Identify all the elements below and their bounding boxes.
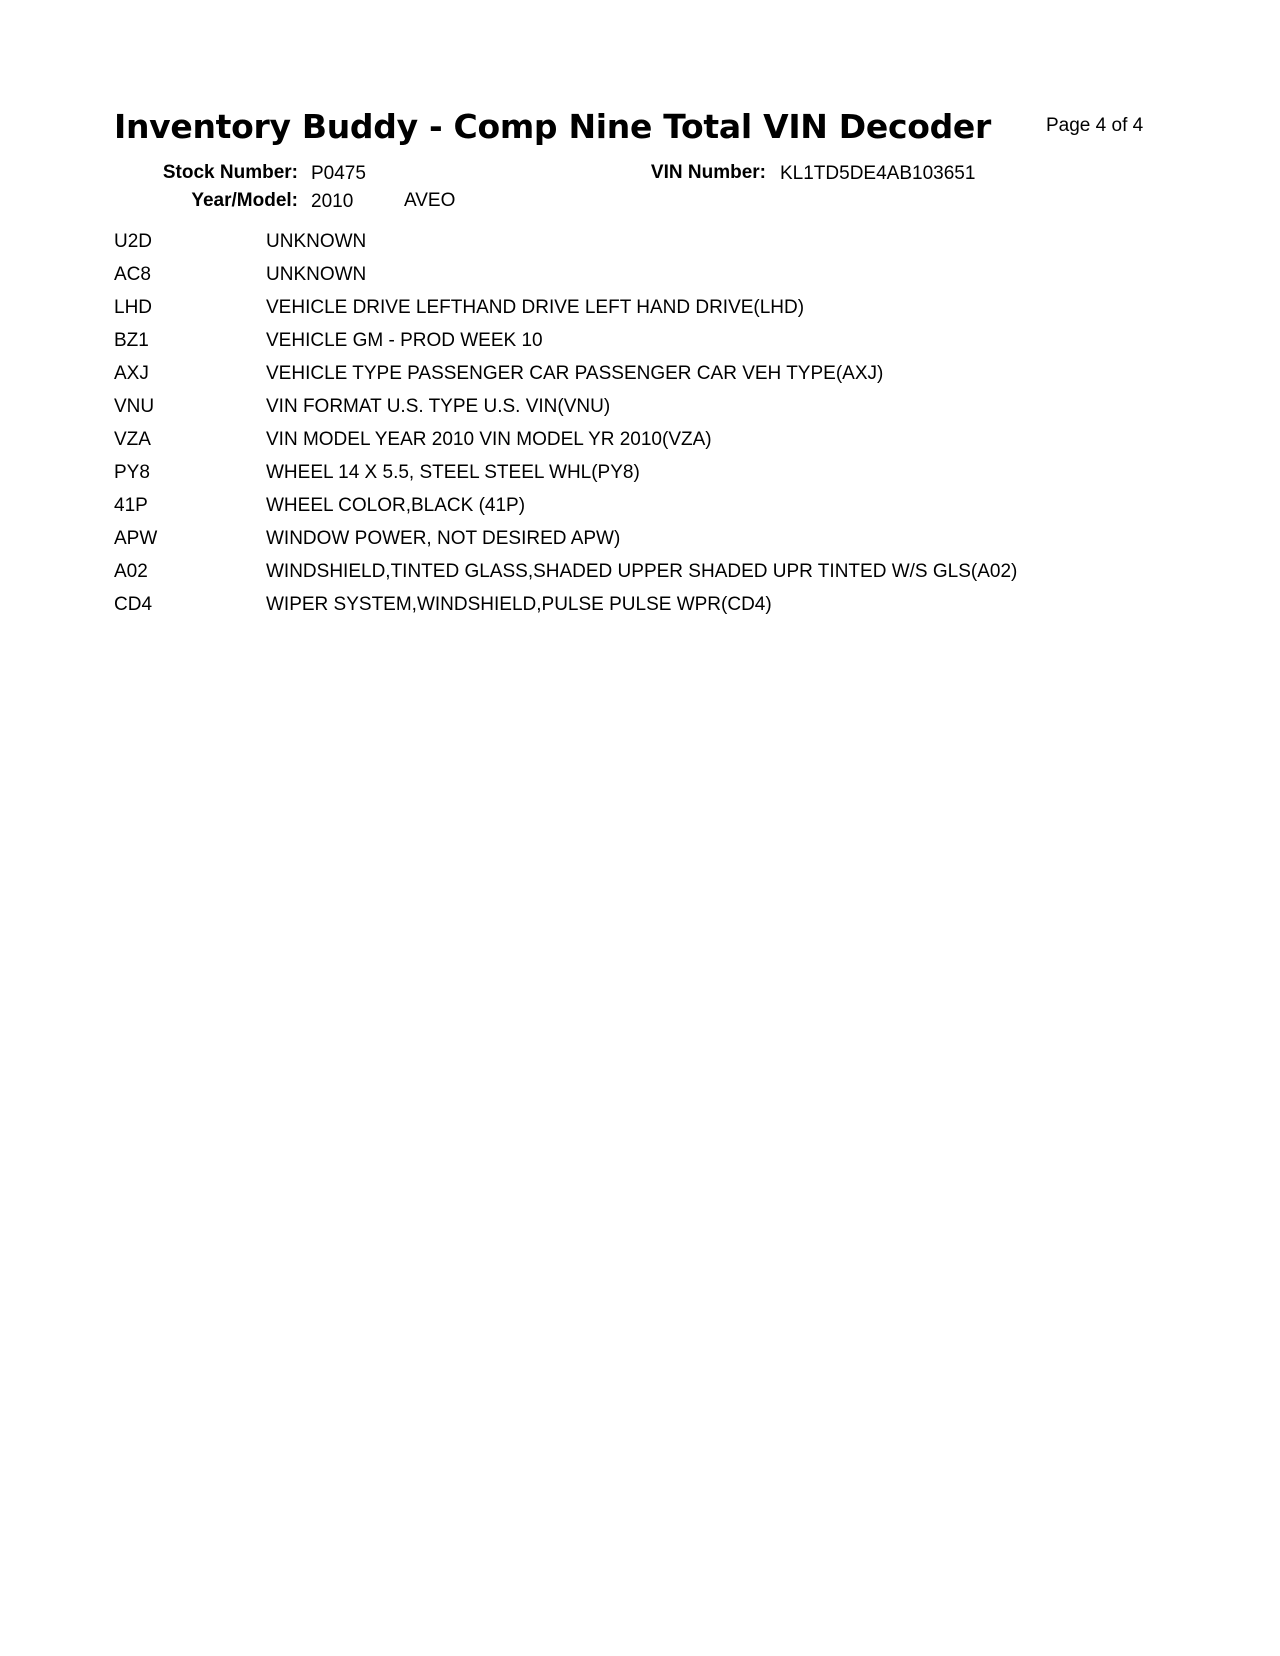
option-description: VEHICLE DRIVE LEFTHAND DRIVE LEFT HAND DRIVE(LHD) (266, 297, 805, 318)
option-description: WINDSHIELD,TINTED GLASS,SHADED UPPER SHADED UPR TINTED W/S GLS(A02) (266, 561, 1018, 582)
option-code: BZ1 (114, 330, 149, 351)
option-row (114, 396, 1194, 429)
option-code: AC8 (114, 264, 151, 285)
year-model-label: Year/Model: (191, 190, 298, 211)
option-code: U2D (114, 231, 153, 252)
option-row (114, 561, 1194, 594)
page-title: Inventory Buddy - Comp Nine Total VIN Decoder (114, 107, 991, 146)
option-row (114, 231, 1194, 264)
option-description: UNKNOWN (266, 231, 367, 252)
stock-number-label: Stock Number: (162, 162, 298, 183)
option-row (114, 495, 1194, 528)
vin-number-label: VIN Number: (650, 162, 766, 183)
page-number: Page 4 of 4 (1046, 115, 1144, 136)
option-description: WIPER SYSTEM,WINDSHIELD,PULSE PULSE WPR(CD4) (266, 594, 772, 615)
option-code: LHD (114, 297, 153, 318)
year-value: 2010 (311, 191, 354, 212)
option-description: VEHICLE TYPE PASSENGER CAR PASSENGER CAR VEH TYPE(AXJ) (266, 363, 884, 384)
option-description: VIN FORMAT U.S. TYPE U.S. VIN(VNU) (266, 396, 611, 417)
option-code: VNU (114, 396, 155, 417)
option-code: CD4 (114, 594, 153, 615)
option-description: WHEEL 14 X 5.5, STEEL STEEL WHL(PY8) (266, 462, 640, 483)
stock-number-value: P0475 (311, 163, 366, 184)
option-code: A02 (114, 561, 148, 582)
option-code: VZA (114, 429, 151, 450)
option-row (114, 297, 1194, 330)
option-row (114, 528, 1194, 561)
vin-number-value: KL1TD5DE4AB103651 (780, 163, 976, 184)
option-code: AXJ (114, 363, 149, 384)
model-value: AVEO (404, 190, 456, 211)
option-description: WHEEL COLOR,BLACK (41P) (266, 495, 526, 516)
option-row (114, 264, 1194, 297)
option-description: WINDOW POWER, NOT DESIRED APW) (266, 528, 621, 549)
option-description: UNKNOWN (266, 264, 367, 285)
option-code: PY8 (114, 462, 150, 483)
option-row (114, 429, 1194, 462)
option-description: VIN MODEL YEAR 2010 VIN MODEL YR 2010(VZA) (266, 429, 712, 450)
option-row (114, 462, 1194, 495)
option-code: 41P (114, 495, 148, 516)
option-code: APW (114, 528, 158, 549)
option-row (114, 330, 1194, 363)
option-row (114, 594, 1194, 627)
option-description: VEHICLE GM - PROD WEEK 10 (266, 330, 543, 351)
option-code-list (114, 231, 1194, 627)
option-row (114, 363, 1194, 396)
